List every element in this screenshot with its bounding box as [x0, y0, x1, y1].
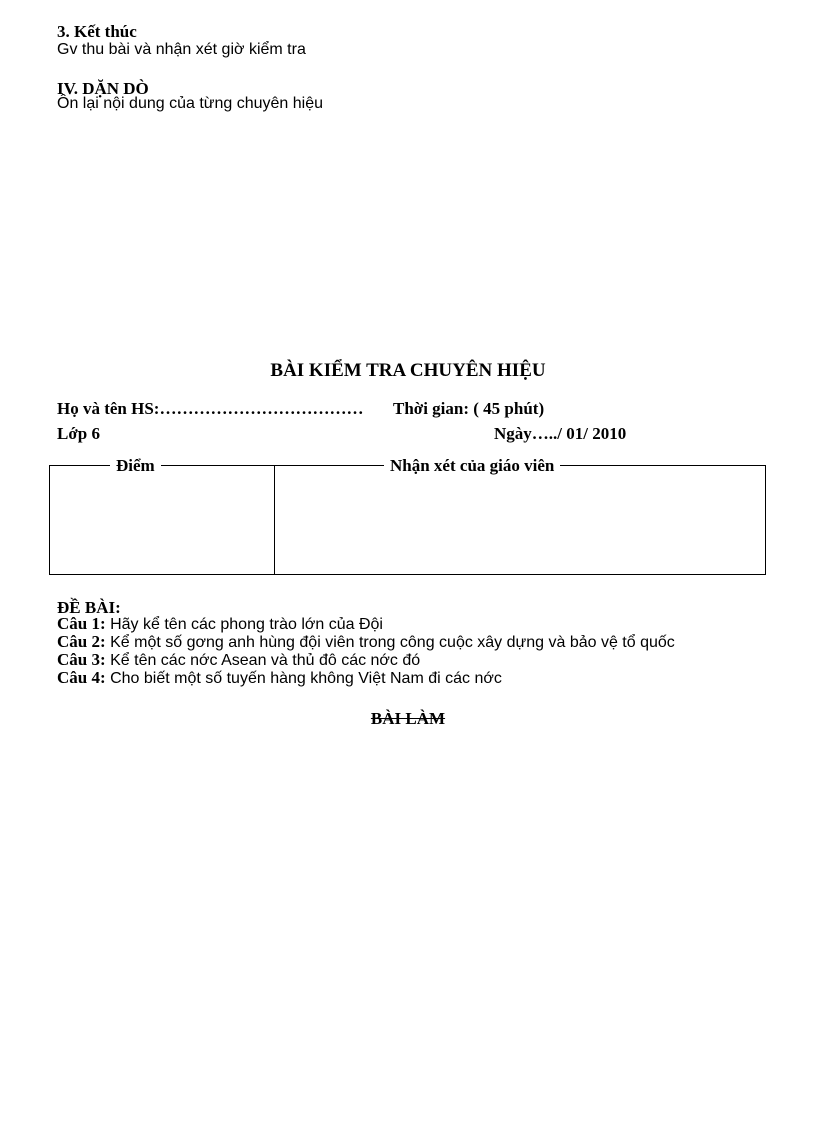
question-1	[57, 614, 383, 634]
questions-heading: ĐỀ BÀI:	[57, 598, 121, 617]
class-label: Lớp 6	[57, 424, 100, 443]
question-1-text: Hãy kể tên các phong trào lớn của Đội	[105, 616, 383, 633]
section-homework-heading: IV. DẶN DÒ	[57, 79, 149, 98]
question-2-label: Câu 2:	[57, 632, 106, 651]
question-4-label: Câu 4:	[57, 668, 106, 687]
date-label: Ngày…../ 01/ 2010	[494, 424, 627, 443]
comment-label: Nhận xét của giáo viên	[384, 456, 560, 476]
question-4	[57, 668, 502, 688]
section-end-text: Gv thu bài và nhận xét giờ kiểm tra	[57, 41, 306, 58]
question-4-text: Cho biết một số tuyến hàng không Việt Nam đi các nớc	[105, 670, 502, 687]
score-comment-box	[49, 456, 766, 575]
time-label: Thời gian: ( 45 phút)	[393, 399, 545, 418]
test-title: BÀI KIỂM TRA CHUYÊN HIỆU	[270, 360, 546, 381]
question-2-text: Kể một số gơng anh hùng đội viên trong công cuộc xây dựng và bảo vệ tổ quốc	[105, 634, 675, 651]
question-1-label: Câu 1:	[57, 614, 106, 633]
question-3-text: Kể tên các nớc Asean và thủ đô các nớc đó	[105, 652, 421, 669]
score-label: Điểm	[110, 456, 161, 476]
question-2	[57, 632, 675, 652]
answer-heading: BÀI LÀM	[370, 709, 446, 728]
question-3-label: Câu 3:	[57, 650, 106, 669]
section-end-heading: 3. Kết thúc	[57, 22, 137, 41]
section-homework-text: Ôn lại nội dung của từng chuyên hiệu	[57, 95, 324, 112]
box-divider	[274, 466, 275, 574]
student-name-label: Họ và tên HS:………………………………	[57, 399, 364, 418]
question-3	[57, 650, 420, 670]
